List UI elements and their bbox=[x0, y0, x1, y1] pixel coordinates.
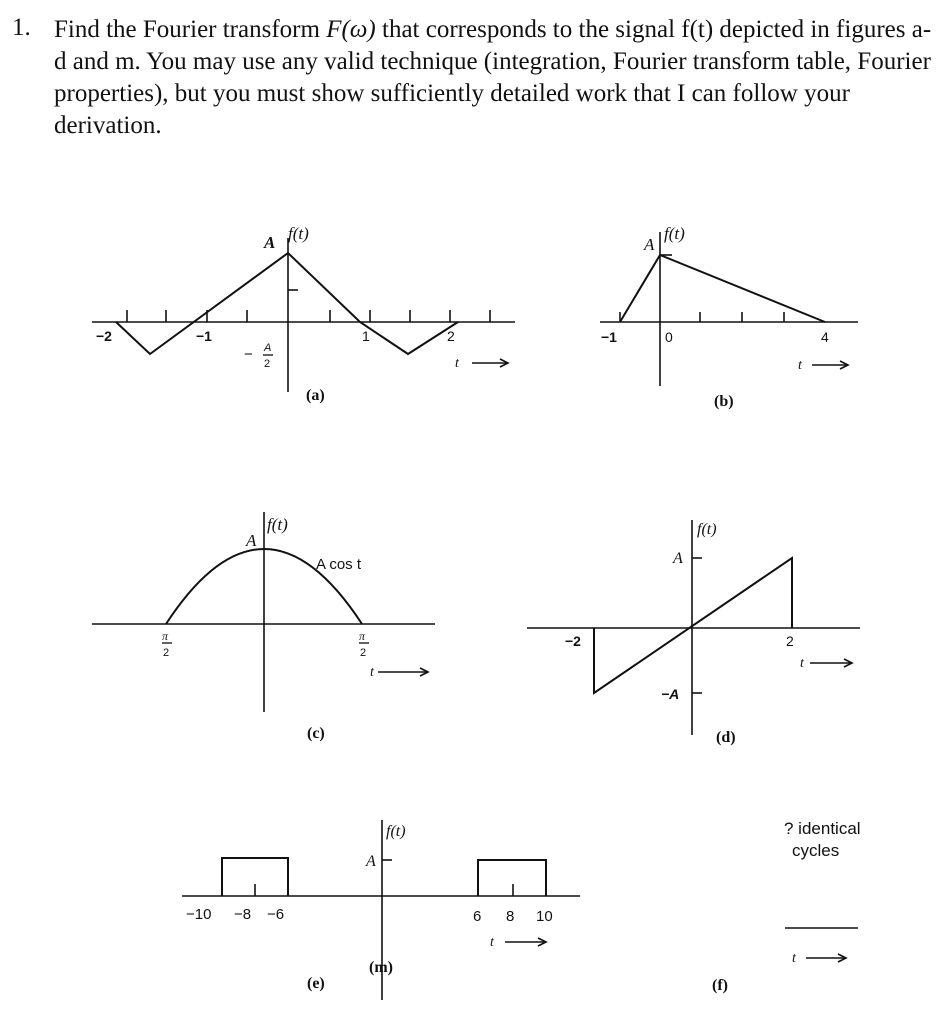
fig-a-tick-label: 1 bbox=[362, 328, 370, 344]
fig-f-note-line1: ? identical bbox=[784, 819, 861, 838]
fig-b-tick-label: −1 bbox=[601, 329, 617, 345]
fig-d-signal bbox=[594, 558, 792, 693]
fig-a-caption: (a) bbox=[306, 387, 325, 404]
fig-c-right-pi: π bbox=[359, 629, 366, 643]
fig-d-neg-amp-label: −A bbox=[661, 686, 680, 702]
fig-b-ticks bbox=[620, 312, 784, 322]
fig-m-caption: (m) bbox=[369, 959, 393, 976]
fig-c-caption: (c) bbox=[307, 725, 325, 742]
fig-b-tick-label: 0 bbox=[665, 329, 673, 345]
fig-d-amp-label: A bbox=[673, 550, 683, 567]
fig-e-tick-label: −10 bbox=[186, 906, 212, 923]
fig-a-tick-label: 2 bbox=[447, 328, 455, 344]
fig-f-t-label: t bbox=[792, 951, 796, 966]
figure-d bbox=[527, 520, 860, 735]
problem-text-after: that corresponds to the signal f(t) depicted in figures a-d and m. You may use any valid technique (integration, Fourier transform table, Fourier properties), but you must show sufficiently detailed work that I can follow your derivation. bbox=[54, 16, 932, 139]
fig-a-amp-label: A bbox=[264, 233, 276, 252]
fig-c-left-pi: π bbox=[162, 629, 169, 643]
fig-c-curve-label: A cos t bbox=[316, 556, 362, 573]
fig-a-ticks bbox=[127, 290, 490, 322]
fig-e-caption: (e) bbox=[307, 975, 325, 992]
fig-d-caption: (d) bbox=[716, 729, 736, 746]
fig-a-tick-label: −2 bbox=[96, 328, 112, 344]
fraction-bars bbox=[162, 355, 369, 643]
figure-f bbox=[785, 928, 858, 962]
fig-b-t-label: t bbox=[798, 358, 802, 373]
fig-b-amp-label: A bbox=[644, 235, 655, 254]
fig-a-ylabel: f(t) bbox=[288, 224, 309, 243]
fig-m-t-label: t bbox=[490, 935, 494, 950]
fig-d-tick-label: 2 bbox=[786, 633, 794, 649]
fourier-symbol: F(ω) bbox=[326, 16, 376, 43]
fig-m-amp-label: A bbox=[366, 853, 376, 870]
figure-a bbox=[92, 238, 515, 392]
fig-m-tick-label: 8 bbox=[506, 908, 515, 925]
fig-c-t-label: t bbox=[370, 665, 374, 680]
fig-f-caption: (f) bbox=[712, 977, 728, 994]
fig-c-left-denom: 2 bbox=[163, 647, 170, 659]
fig-b-signal bbox=[620, 255, 825, 322]
fig-m-tick-label: 10 bbox=[536, 908, 553, 925]
problem-text-before: Find the Fourier transform bbox=[54, 16, 327, 43]
fig-a-neg-amp-num: A bbox=[264, 342, 272, 354]
fig-d-t-label: t bbox=[800, 656, 804, 671]
fig-b-caption: (b) bbox=[714, 393, 734, 410]
fig-d-ylabel: f(t) bbox=[697, 521, 717, 538]
fig-c-right-denom: 2 bbox=[360, 647, 367, 659]
fig-b-ylabel: f(t) bbox=[664, 224, 685, 243]
fig-e-tick-label: −8 bbox=[234, 906, 252, 923]
fig-c-ylabel: f(t) bbox=[267, 515, 288, 534]
fig-m-right-pulse bbox=[478, 860, 546, 896]
fig-c-amp-label: A bbox=[246, 531, 257, 550]
fig-m-tick-label: 6 bbox=[473, 908, 482, 925]
fig-e-tick-label: −6 bbox=[267, 906, 285, 923]
fig-a-neg-amp-denom: 2 bbox=[264, 358, 271, 370]
fig-a-neg-sign: − bbox=[244, 346, 253, 363]
fig-f-note-line2: cycles bbox=[792, 841, 840, 860]
fig-a-t-label: t bbox=[455, 356, 459, 371]
fig-d-tick-label: −2 bbox=[565, 633, 581, 649]
problem-number: 1. bbox=[12, 14, 31, 41]
figure-b bbox=[600, 232, 858, 386]
fig-b-tick-label: 4 bbox=[821, 329, 829, 345]
fig-a-triangle-wave bbox=[116, 253, 458, 354]
fig-a-tick-label: −1 bbox=[196, 328, 212, 344]
figure-c bbox=[92, 512, 435, 712]
fig-m-ylabel: f(t) bbox=[386, 823, 406, 840]
